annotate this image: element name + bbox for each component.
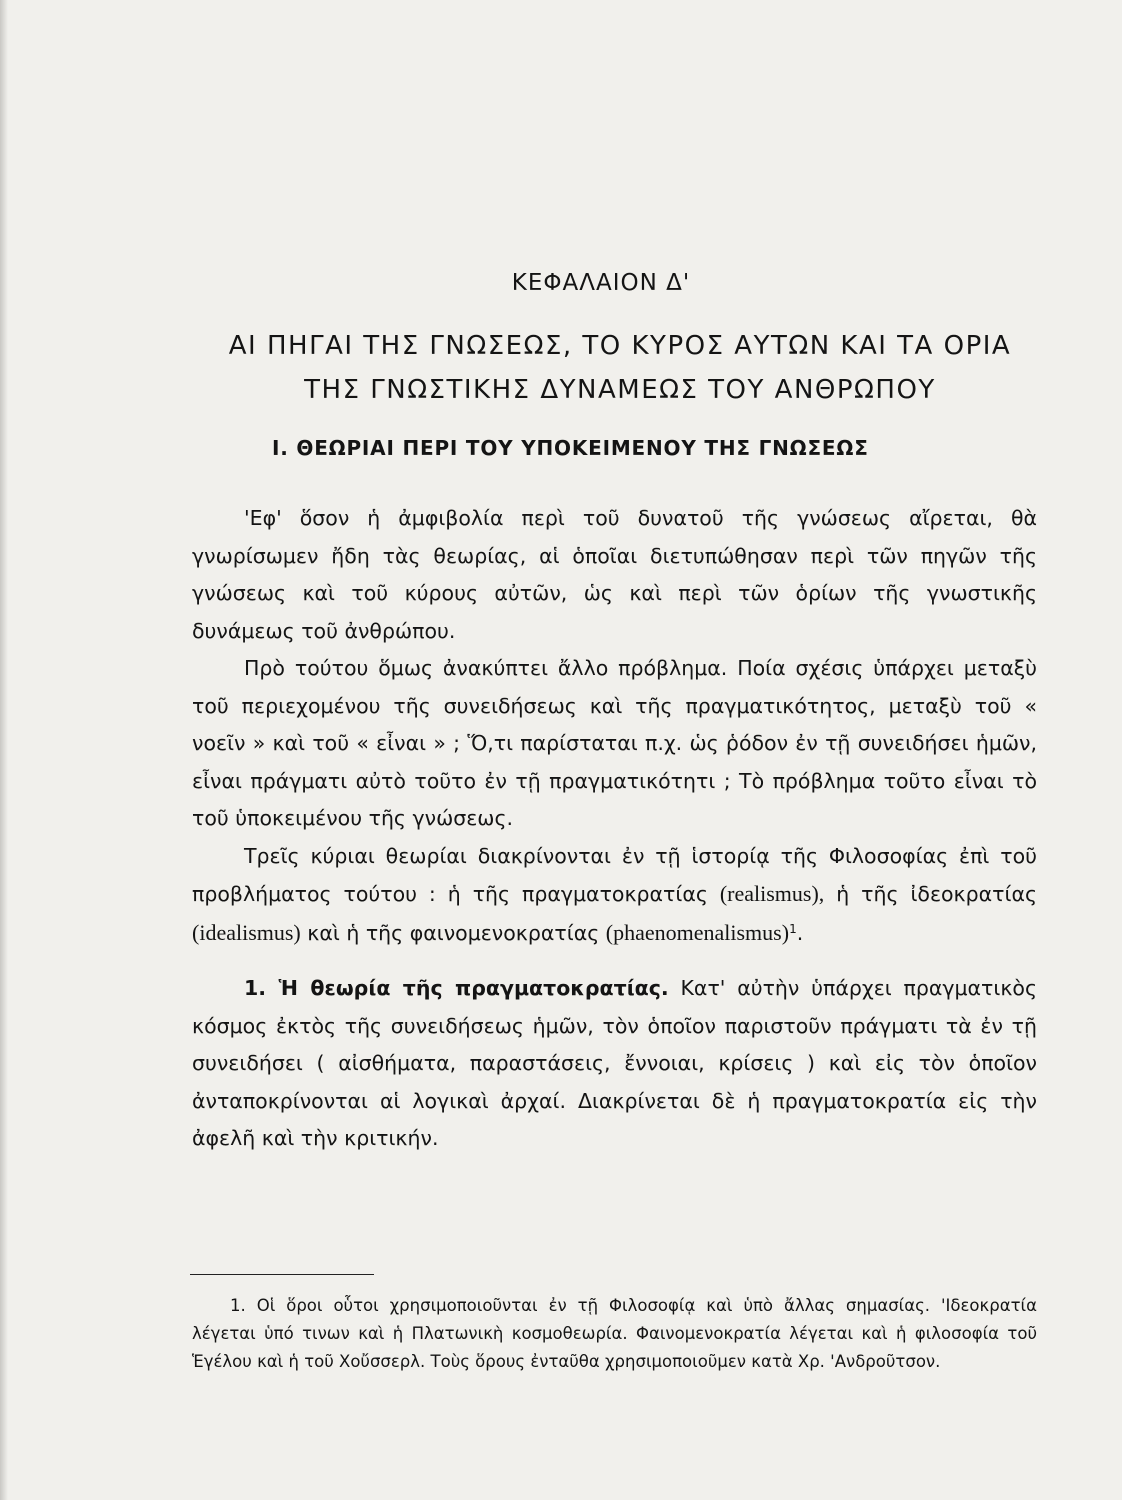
chapter-title-line-2: ΤΗΣ ΓΝΩΣΤΙΚΗΣ ΔΥΝΑΜΕΩΣ ΤΟΥ ΑΝΘΡΩΠΟΥ xyxy=(304,375,936,405)
chapter-title-line-1: ΑΙ ΠΗΓΑΙ ΤΗΣ ΓΝΩΣΕΩΣ, ΤΟ ΚΥΡΟΣ ΑΥΤΩΝ ΚΑΙ ΤΑ ΟΡΙΑ xyxy=(228,331,1012,361)
latin-term-realismus: (realismus), xyxy=(719,881,825,906)
chapter-label: ΚΕΦΑΛΑΙΟΝ Δ' xyxy=(511,270,691,296)
paragraph-3-part-b: ἡ τῆς ἰδεοκρατίας xyxy=(824,882,1037,906)
paragraph-3 xyxy=(192,838,1037,953)
latin-term-phaenomenalismus: (phaenomenalismus) xyxy=(605,919,790,945)
footnote-marker: 1 xyxy=(789,921,797,936)
paragraph-3-end: . xyxy=(796,920,804,945)
section-title: Ι. ΘΕΩΡΙΑΙ ΠΕΡΙ ΤΟΥ ΥΠΟΚΕΙΜΕΝΟΥ ΤΗΣ ΓΝΩΣΕΩΣ xyxy=(272,436,869,460)
footnote-text: 1. Οἱ ὅροι οὗτοι χρησιμοποιοῦνται ἐν τῇ Φιλοσοφίᾳ καὶ ὑπὸ ἄλλας σημασίας. 'Ιδεοκρατία λέγεται ὑπό τινων καὶ ἡ Πλατωνικὴ κοσμοθεωρία. Φαινομενοκρατία λέγεται καὶ ἡ φιλοσοφία τοῦ Ἑγέλου καὶ ἡ τοῦ Χοὔσσερλ. Τοὺς ὅρους ἐνταῦθα χρησιμοποιοῦμεν κατὰ Χρ. 'Ανδροῦτσον. xyxy=(192,1296,1037,1371)
chapter-title xyxy=(150,324,1090,412)
paragraph-2: Πρὸ τούτου ὅμως ἀνακύπτει ἄλλο πρόβλημα. Ποία σχέσις ὑπάρχει μεταξὺ τοῦ περιεχομένου τῆς συνειδήσεως καὶ τῆς πραγματικότητος, μεταξὺ τοῦ « νοεῖν » καὶ τοῦ « εἶναι » ; Ὅ,τι παρίσταται π.χ. ὡς ῥόδον ἐν τῇ συνειδήσει ἡμῶν, εἶναι πράγματι αὐτὸ τοῦτο ἐν τῇ πραγματικότητι ; Τὸ πρόβλημα τοῦτο εἶναι τὸ τοῦ ὑποκειμένου τῆς γνώσεως. xyxy=(192,656,1037,830)
paragraph-4 xyxy=(192,970,1037,1158)
subsection-heading: 1. Ἡ θεωρία τῆς πραγματοκρατίας. xyxy=(244,976,669,1000)
paragraph-4-body: Κατ' αὐτὴν ὑπάρχει πραγματικὸς κόσμος ἐκτὸς τῆς συνειδήσεως ἡμῶν, τὸν ὁποῖον παριστοῦν πράγματι τὰ ἐν τῇ συνειδήσει ( αἰσθήματα, παραστάσεις, ἔννοιαι, κρίσεις ) καὶ εἰς τὸν ὁποῖον ἀνταποκρίνονται αἱ λογικαὶ ἀρχαί. Διακρίνεται δὲ ἡ πραγματοκρατία εἰς τὴν ἀφελῆ καὶ τὴν κριτικήν. xyxy=(192,976,1037,1150)
paragraph-1: 'Εφ' ὅσον ἡ ἀμφιβολία περὶ τοῦ δυνατοῦ τῆς γνώσεως αἴρεται, θὰ γνωρίσωμεν ἤδη τὰς θεωρίας, αἱ ὁποῖαι διετυπώθησαν περὶ τῶν πηγῶν τῆς γνώσεως καὶ τοῦ κύρους αὐτῶν, ὡς καὶ περὶ τῶν ὁρίων τῆς γνωστικῆς δυνάμεως τοῦ ἀνθρώπου. xyxy=(192,506,1037,643)
page-edge-shadow xyxy=(0,0,8,1500)
body-text xyxy=(192,500,1037,1158)
paragraph-3-part-c: καὶ ἡ τῆς φαινομενοκρατίας xyxy=(300,920,606,945)
footnote-divider xyxy=(190,1274,374,1275)
latin-term-idealismus: (idealismus) xyxy=(192,919,301,945)
paragraph-3-part-a: Τρεῖς κύριαι θεωρίαι διακρίνονται ἐν τῇ ἱστορίᾳ τῆς Φιλοσοφίας ἐπὶ τοῦ προβλήματος τούτου : ἡ τῆς πραγματοκρατίας xyxy=(192,843,1037,906)
footnote xyxy=(192,1292,1037,1376)
